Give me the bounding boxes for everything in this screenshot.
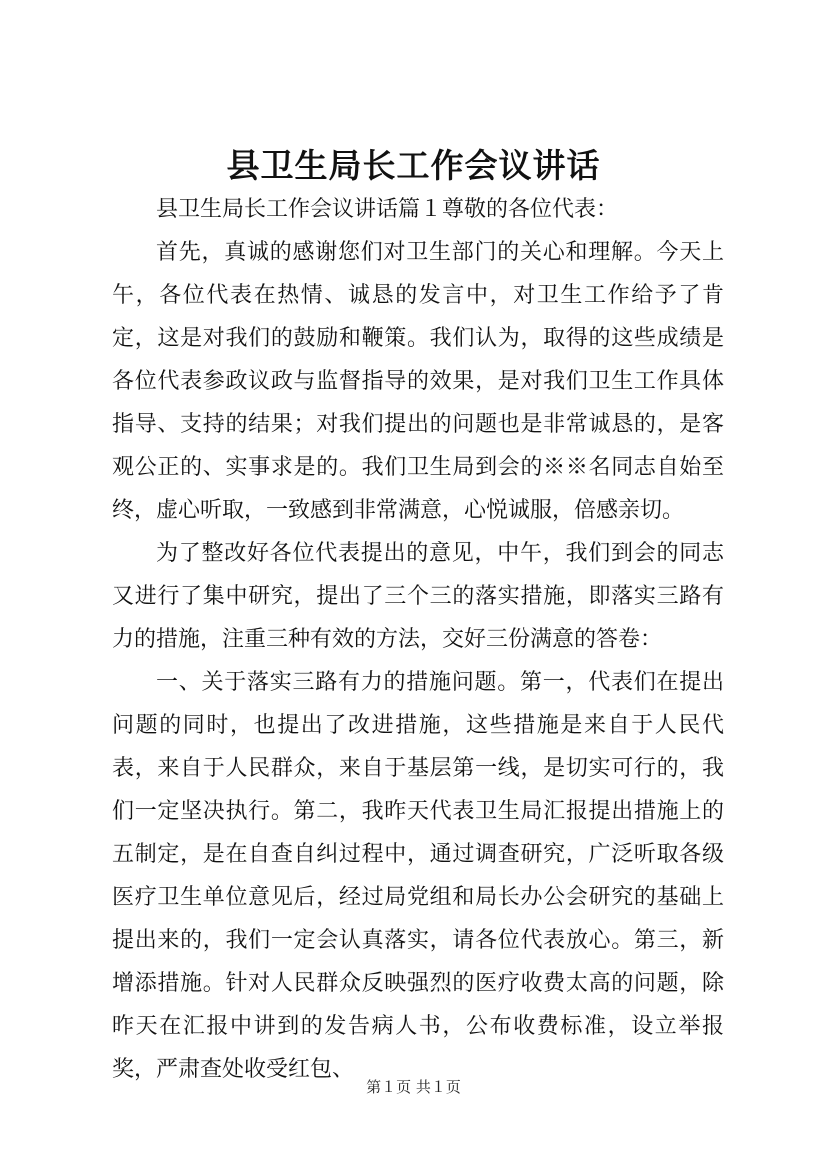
paragraph-section-one: 一、关于落实三路有力的措施问题。第一，代表们在提出问题的同时，也提出了改进措施，这些措施是来自于人民代表，来自于人民群众，来自于基层第一线，是切实可行的，我们一定坚决执行。第二，我昨天代表卫生局汇报提出措施上的五制定，是在自查自纠过程中，通过调查研究，广泛听取各级医疗卫生单位意见后，经过局党组和局长办公会研究的基础上提出来的，我们一定会认真落实，请各位代表放心。第三，新增添措施。针对人民群众反映强烈的医疗收费太高的问题，除昨天在汇报中讲到的发告病人书，公布收费标准，设立举报奖，严肃查处收受红包、 <box>112 670 724 1082</box>
paragraph-measures-intro: 为了整改好各位代表提出的意见，中午，我们到会的同志又进行了集中研究，提出了三个三的落实措施，即落实三路有力的措施，注重三种有效的方法，交好三份满意的答卷： <box>112 541 724 652</box>
paragraph-opening: 县卫生局长工作会议讲话篇１尊敬的各位代表： <box>156 197 619 222</box>
paragraph-thanks: 首先，真诚的感谢您们对卫生部门的关心和理解。今天上午，各位代表在热情、诚恳的发言中，对卫生工作给予了肯定，这是对我们的鼓励和鞭策。我们认为，取得的这些成绩是各位代表参政议政与监督指导的效果，是对我们卫生工作具体指导、支持的结果；对我们提出的问题也是非常诚恳的，是客观公正的、实事求是的。我们卫生局到会的※※名同志自始至终，虚心听取，一致感到非常满意，心悦诚服，倍感亲切。 <box>112 240 724 523</box>
document-title: 县卫生局长工作会议讲话 <box>226 146 601 185</box>
page-footer: 第１页 共１页 <box>366 1078 461 1096</box>
document-body <box>112 188 724 1091</box>
